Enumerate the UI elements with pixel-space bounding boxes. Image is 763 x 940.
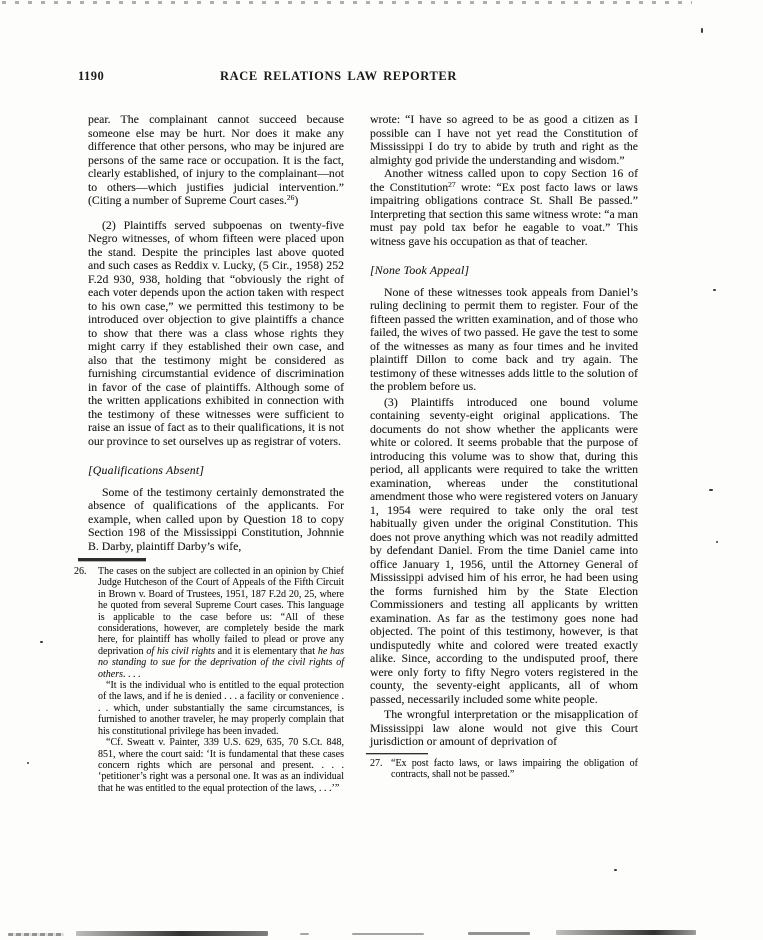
- paragraph-text: ): [294, 193, 299, 207]
- paragraph-3: Some of the testimony certainly demonstrated the absence of qualifications of the applicants. For example, when called upon by Question 18 to copy Section 198 of the Mississippi Constitution, Johnnie B. Darby, plaintiff Darby’s wife,: [88, 484, 344, 553]
- footnote-separator: [366, 753, 428, 755]
- scan-smudge: [76, 931, 268, 936]
- section-heading-none-took-appeal: [None Took Appeal]: [370, 263, 470, 277]
- paragraph-continuation: [88, 113, 344, 208]
- scan-smudge: [300, 933, 309, 935]
- footnote-number: 26.: [74, 566, 87, 577]
- footnote-text: and it is elementary that: [214, 645, 318, 657]
- footnote-text: The cases on the subject are collected in an opinion by Chief Judge Hutcheson of the Court of Appeals of the Fifth Circuit in Brown v. Board of Trustees, 1951, 187 F.2d 20, 25, where he quoted from several Supreme Court cases. This language is applicable to the case before us: “All of these considerations, however, are completely beside the mark here, for plaintiff has wholly failed to plead or prove any deprivation: [98, 566, 344, 657]
- footnote-27: [370, 758, 638, 781]
- footnote-paragraph: “Ex post facto laws, or laws impairing the obligation of contracts, shall not be passed.”: [391, 758, 638, 781]
- paragraph-4: (3) Plaintiffs introduced one bound volume containing seventy-eight original applications. The documents do not show whether the applicants were white or colored. It seems probable that the purpose of introducing this volume was to show that, during this period, all applicants were required to take the written examination, whereas under the constitutional amendment those who were registered voters on January 1, 1954 were required to take only the oral test habitually given under the original Constitution. This does not prove anything which was not readily admitted by defendant Daniel. From the time Daniel came into office January 1, 1956, until the Attorney General of Mississippi advised him of his error, he had been using the forms furnished him by the State Election Commissioners and testing all applicants by written examination. As far as the testimony goes none had objected. The point of this testimony, however, is that undisputedly white and colored were treated exactly alike. Since, according to the undisputed proof, there were only forty to fifty Negro voters registered in the county, the seventy-eight applicants, all of whom passed, necessarily included some white people.: [370, 394, 638, 706]
- scan-speck: [713, 289, 716, 291]
- left-column: [74, 112, 344, 794]
- right-column: [370, 113, 638, 781]
- paragraph-text: wrote: “Ex post facto laws or laws impaitring obligations contrace St. Shall Be passed.” Interpreting that section this same witness wrote: “a man must pay pold tax befor he eagable to voat.” This witness gave his occupation as that of teacher.: [370, 179, 638, 248]
- footnote-text-italic: of his civil rights: [146, 645, 215, 657]
- scan-edge-dashes: [2, 1, 692, 4]
- scan-speck: [614, 869, 617, 871]
- footnote-ref-27: 27: [448, 179, 456, 189]
- paragraph-continuation: wrote: “I have so agreed to be as good a citizen as I possible can I have not yet read the Constitution of Mississippi I do try to abide by truth and right as the almighty god privide the understanding and wisdom.”: [370, 112, 638, 167]
- paragraph-5: The wrongful interpretation or the misapplication of Mississippi law alone would not give this Court jurisdiction or amount of deprivation of: [370, 707, 638, 748]
- paragraph-2: (2) Plaintiffs served subpoenas on twenty-five Negro witnesses, of whom fifteen were placed upon the stand. Despite the principles last above quoted and such cases as Reddix v. Lucky, (5 Cir., 1958) 252 F.2d 930, 938, holding that “obviously the right of each voter depends upon the action taken with respect to his own case,” we permitted this testimony to be introduced over objection to give plaintiffs a chance to show that there was a class whose rights they might carry if they established their own case, and also that the testimony might be considered as furnishing circumstantial evidence of discrimination in favor of the case of plaintiffs. Although some of the written applications exhibited in connection with the testimony of these witnesses were sufficient to raise an issue of fact as to their qualifications, it is not our province to set ourselves up as registrar of voters.: [88, 217, 344, 448]
- scan-speck: [701, 28, 703, 33]
- scan-smudge: [468, 932, 530, 935]
- paragraph-text: pear. The complainant cannot succeed because someone else may be hurt. Nor does it make any difference that other persons, who may be injured are persons of the same race or occupation. It is the fact, clearly established, of injury to the complainant—not to others—which justifies judicial intervention.” (Citing a number of Supreme Court cases.: [88, 112, 344, 207]
- section-heading-qualifications-absent: [Qualifications Absent]: [88, 463, 205, 477]
- scan-speck: [709, 489, 713, 491]
- footnote-ref-26: 26: [286, 193, 295, 202]
- footnote-text-italic: he has no standing to sue for the deprivation of the civil rights of others: [98, 645, 344, 680]
- running-head-row: [0, 69, 763, 85]
- footnote-text: . . . .: [123, 668, 141, 680]
- footnote-paragraph-1: [98, 566, 344, 680]
- page-number: 1190: [78, 69, 105, 83]
- scan-smudge: [352, 933, 424, 935]
- scan-smudge: [8, 933, 64, 936]
- scan-smudge: [556, 930, 696, 935]
- footnote-number: 27.: [370, 758, 383, 769]
- footnote-26: [74, 566, 344, 794]
- paragraph-3: None of these witnesses took appeals from Daniel’s ruling declining to permit them to register. Four of the fifteen passed the written examination, and of those who failed, the wives of two passed. He gave the test to some of the witnesses as many as four times and he invited plaintiff Dillon to come back and try again. The testimony of these witnesses adds little to the solution of the problem before us.: [370, 284, 638, 393]
- scan-speck: [40, 641, 43, 643]
- footnote-separator: [78, 558, 146, 561]
- scan-speck: [27, 762, 29, 764]
- footnote-paragraph-2: “It is the individual who is entitled to the equal protection of the laws, and if he is denied . . . a facility or convenience . . . which, under substantially the same circumstances, is furnished to another traveler, he may properly complain that his constitutional privilege has been invaded.: [98, 680, 344, 737]
- paragraph-text: Another witness called upon to copy Section 16 of the Constitution: [370, 166, 638, 194]
- footnote-paragraph-3: “Cf. Sweatt v. Painter, 339 U.S. 629, 635, 70 S.Ct. 848, 851, where the court said: ‘It is fundamental that these cases concern rights which are personal and present. . . . ‘petitioner’s right was a personal one. It was as an individual that he was entitled to the equal protection of the laws, . . .’”: [98, 737, 344, 794]
- paragraph-2: [370, 167, 638, 248]
- running-head-title: RACE RELATIONS LAW REPORTER: [220, 69, 457, 83]
- scan-speck: [716, 541, 718, 543]
